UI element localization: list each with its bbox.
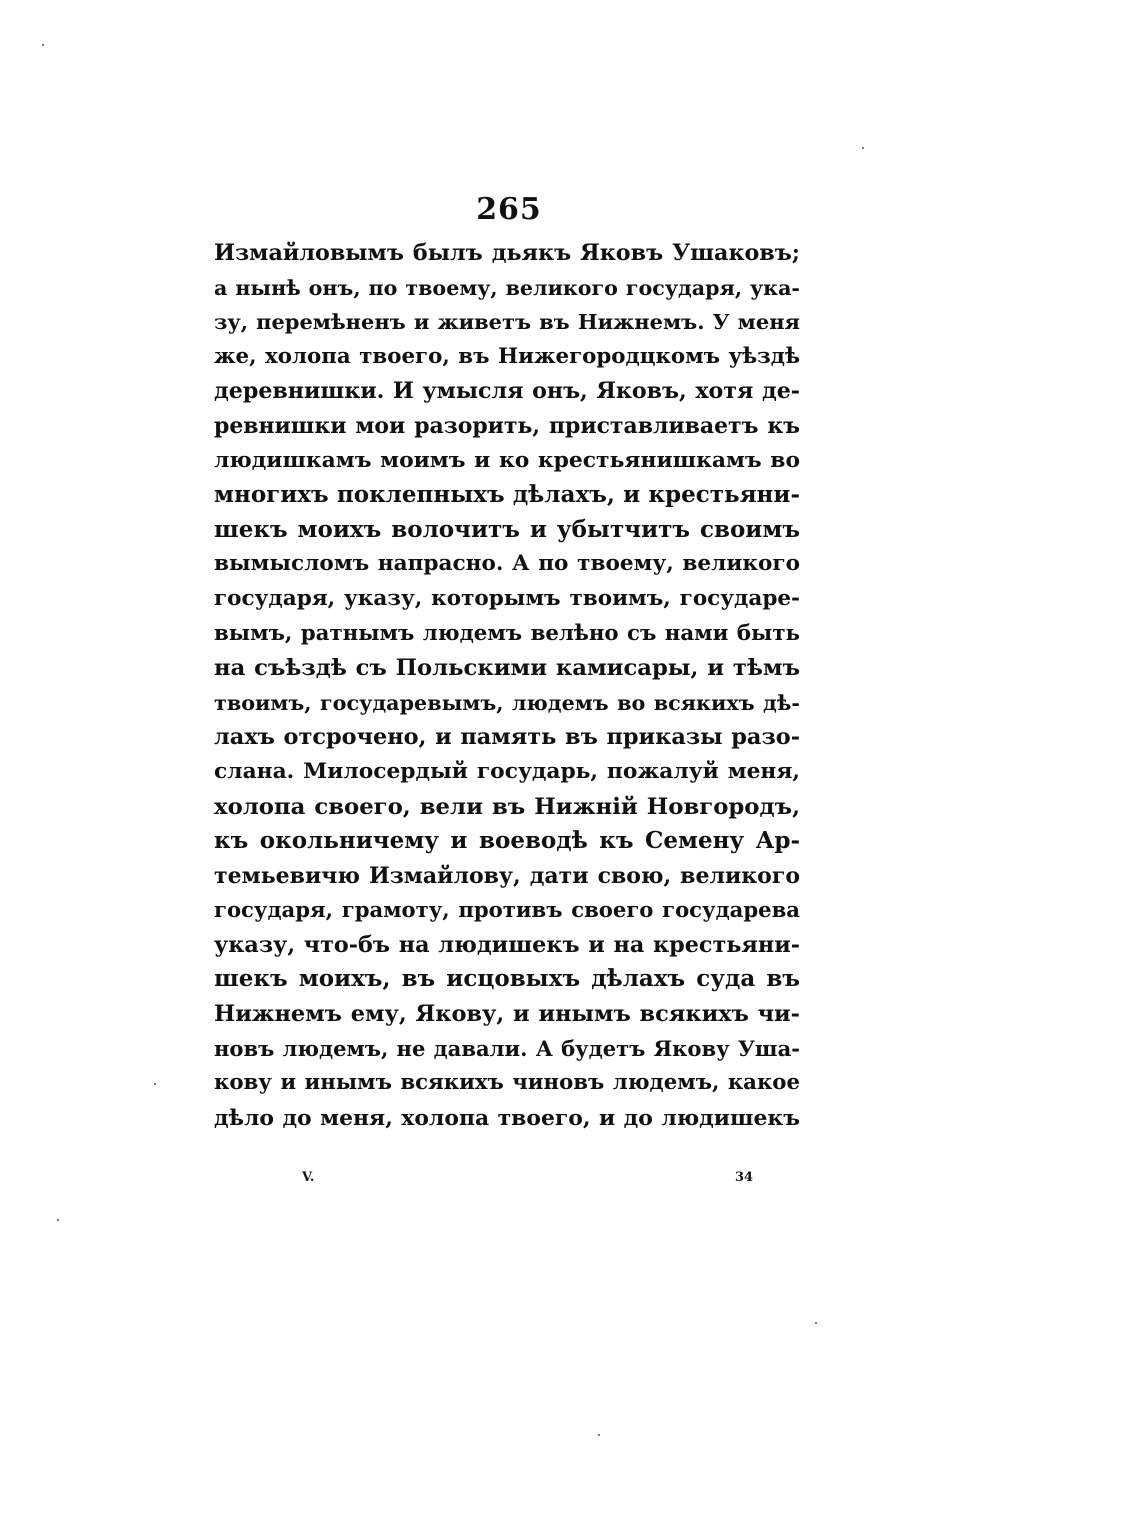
text-line: твоимъ, государевымъ, людемъ во всякихъ дѣ- <box>214 690 800 715</box>
sheet-number: 34 <box>735 1170 754 1185</box>
text-line: Нижнемъ ему, Якову, и инымъ всякихъ чи- <box>214 1001 800 1028</box>
text-line: многихъ поклепныхъ дѣлахъ, и крестьяни- <box>214 481 800 509</box>
text-line: на съѣздѣ съ Польскими камисары, и тѣмъ <box>214 655 800 682</box>
text-line: государя, указу, которымъ твоимъ, государе- <box>214 585 800 611</box>
text-line: указу, что-бъ на людишекъ и на крестьяни- <box>214 931 800 958</box>
page-number: 265 <box>476 192 542 227</box>
text-line: шекъ моихъ, въ исцовыхъ дѣлахъ суда въ <box>214 965 800 993</box>
scan-speck <box>815 1322 817 1324</box>
text-line: же, холопа твоего, въ Нижегородцкомъ уѣздѣ <box>214 343 800 369</box>
text-line: къ окольничему и воеводѣ къ Семену Ар- <box>214 827 800 855</box>
text-line: вымысломъ напрасно. А по твоему, великого <box>214 551 800 577</box>
text-line: темьевичю Измайлову, дати свою, великого <box>214 862 800 889</box>
scan-speck <box>862 147 864 149</box>
scan-speck <box>57 1219 59 1221</box>
text-line: холопа своего, вели въ Нижній Новгородъ, <box>214 793 800 820</box>
text-line: Измайловымъ былъ дьякъ Яковъ Ушаковъ; <box>214 240 800 266</box>
text-line: зу, перемѣненъ и живетъ въ Нижнемъ. У меня <box>214 309 800 335</box>
text-line: шекъ моихъ волочитъ и убытчитъ своимъ <box>214 515 800 543</box>
text-line: а нынѣ онъ, по твоему, великого государя, ука- <box>214 275 800 300</box>
scan-speck <box>598 1434 600 1436</box>
text-line: новъ людемъ, не давали. А будетъ Якову Уша- <box>214 1035 800 1061</box>
scan-speck <box>42 44 44 46</box>
signature-mark: V. <box>302 1170 315 1185</box>
text-line: деревнишки. И умысля онъ, Яковъ, хотя де- <box>214 378 800 405</box>
text-line: государя, грамоту, противъ своего государева <box>214 897 800 923</box>
text-line: ревнишки мои разорить, приставливаетъ къ <box>214 412 800 439</box>
text-line: вымъ, ратнымъ людемъ велѣно съ нами быть <box>214 620 800 646</box>
text-line: дѣло до меня, холопа твоего, и до людишекъ <box>214 1104 800 1131</box>
text-line: людишкамъ моимъ и ко крестьянишкамъ во <box>214 447 800 473</box>
text-line: лахъ отсрочено, и память въ приказы разо- <box>214 724 800 751</box>
scan-speck <box>154 1083 156 1085</box>
text-line: кову и инымъ всякихъ чиновъ людемъ, какое <box>214 1070 800 1096</box>
text-line: слана. Милосердый государь, пожалуй меня, <box>214 758 800 784</box>
body-text <box>214 236 800 1135</box>
